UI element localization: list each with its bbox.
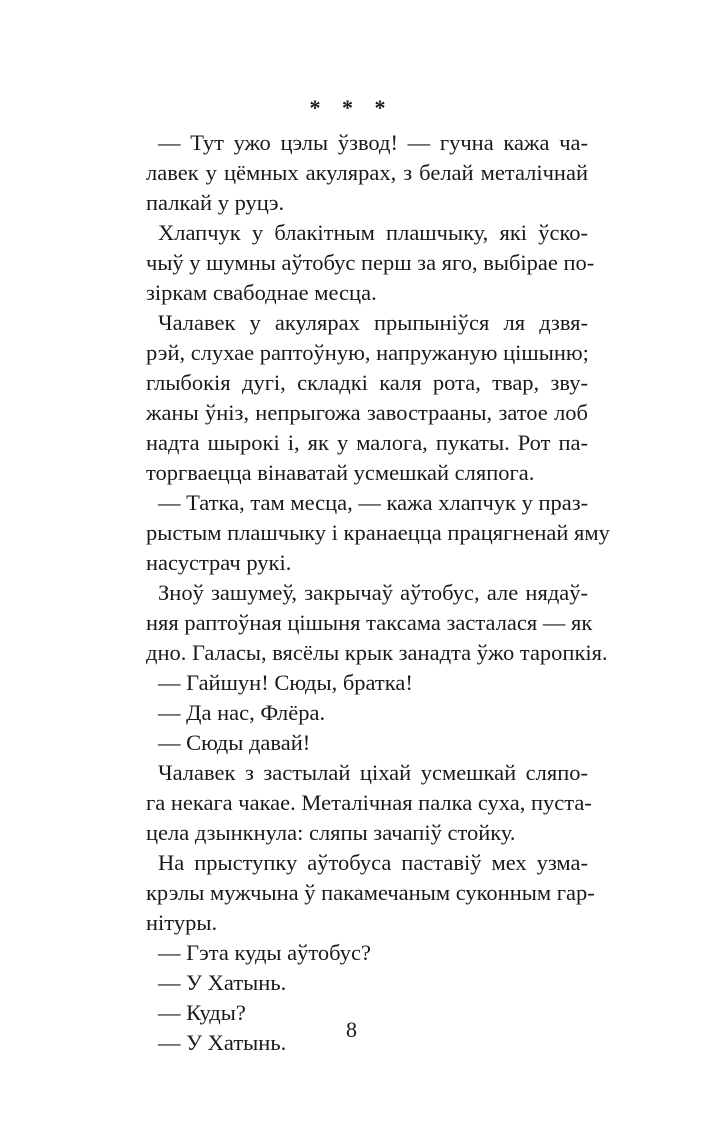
- body-text: [146, 128, 610, 1058]
- text-line: — Да нас, Флёра.: [158, 700, 326, 725]
- text-line: — У Хатынь.: [158, 1030, 287, 1055]
- text-line: жаны ўніз, непрыгожа завострааны, затое лоб: [146, 400, 588, 425]
- text-line: Чалавек у акулярах прыпыніўся ля дзвя-: [158, 310, 588, 335]
- text-line: чыў у шумны аўтобус перш за яго, выбірае по-: [146, 250, 595, 275]
- section-separator: * * *: [309, 95, 394, 120]
- text-line: цела дзынкнула: сляпы зачапіў стойку.: [146, 820, 516, 845]
- text-line: торгваецца вінаватай усмешкай сляпога.: [146, 460, 535, 485]
- text-line: На прыступку аўтобуса паставіў мех узма-: [158, 850, 588, 875]
- text-line: глыбокія дугі, складкі каля рота, твар, зву-: [146, 370, 588, 395]
- text-line: — Куды?: [158, 1000, 246, 1025]
- text-line: дно. Галасы, вясёлы крык занадта ўжо таропкія.: [146, 640, 608, 665]
- text-line: крэлы мужчына ў пакамечаным суконным гар-: [146, 880, 595, 905]
- text-line: га некага чакае. Металічная палка суха, пуста-: [146, 790, 592, 815]
- page-number: 8: [346, 1017, 357, 1042]
- text-line: Чалавек з застылай ціхай усмешкай сляпо-: [158, 760, 588, 785]
- text-line: — Татка, там месца, — кажа хлапчук у праз-: [158, 490, 589, 515]
- text-line: рэй, слухае раптоўную, напружаную цішыню;: [146, 340, 589, 365]
- text-line: — Тут ужо цэлы ўзвод! — гучна кажа ча-: [158, 130, 588, 155]
- text-line: палкай у руцэ.: [146, 190, 285, 215]
- text-line: рыстым плашчыку і кранаецца працягненай яму: [146, 520, 610, 545]
- text-line: Хлапчук у блакітным плашчыку, які ўско-: [158, 220, 588, 245]
- text-line: няя раптоўная цішыня таксама засталася — як: [146, 610, 593, 635]
- text-line: — Сюды давай!: [158, 730, 311, 755]
- text-line: нітуры.: [146, 910, 218, 935]
- text-line: — Гэта куды аўтобус?: [158, 940, 371, 965]
- text-line: надта шырокі і, як у малога, пукаты. Рот па-: [146, 430, 588, 455]
- text-line: насустрач рукі.: [146, 550, 292, 575]
- text-line: — У Хатынь.: [158, 970, 287, 995]
- text-line: зіркам свабоднае месца.: [146, 280, 377, 305]
- text-line: — Гайшун! Сюды, братка!: [158, 670, 413, 695]
- text-line: Зноў зашумеў, закрычаў аўтобус, але нядаў-: [158, 580, 588, 605]
- text-line: лавек у цёмных акулярах, з белай металічнай: [146, 160, 588, 185]
